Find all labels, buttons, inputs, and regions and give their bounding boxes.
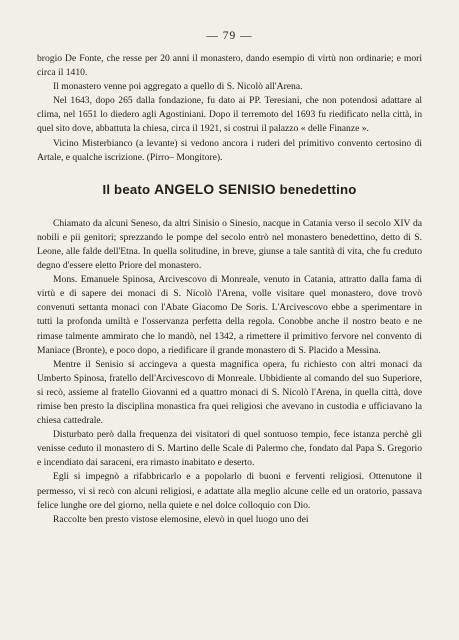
section-heading bbox=[37, 182, 422, 197]
paragraph-san-martino: Disturbato però dalla frequenza dei visitatori di quel sontuoso tempio, fece istanza perchè gli venisse ceduto il monastero di S. Martino delle Scale di Palermo che, fondato dal Papa S. Gregorio e incendiato dai saraceni, era rimasto inabitato e deserto. bbox=[37, 429, 422, 469]
paragraph-intro-continued: brogio De Fonte, che resse per 20 anni il monastero, dando esempio di virtù non ordinarie; e morì circa il 1410. bbox=[37, 53, 422, 79]
heading-suffix: benedettino bbox=[275, 181, 357, 197]
page-number: — 79 — bbox=[206, 30, 253, 42]
paragraph-monreale: Mentre il Senisio si accingeva a questa magnifica opera, fu richiesto con altri monaci da Umberto Spinosa, fratello dell'Arcivescovo di Monreale. Ubbidiente al comando del suo Superiore, si recò, assieme al fratello Giovanni ed a quattro monaci di S. Nicolò l'Arena, in quella città, dove rimise ben presto la disciplina monastica fra quei religiosi che avevano in custodia e ufficiavano la chiesa cattedrale. bbox=[37, 358, 422, 427]
paragraph-rebuild: Egli si impegnò a rifabbricarlo e a popolarlo di buoni e ferventi religiosi. Ottenutone il permesso, vi si recò con alcuni religiosi, e adattate alla meglio alcune celle ed un oratorio, passava felice lunghe ore del giorno, nella quiete e nel dolce colloquio con Dio. bbox=[37, 471, 422, 511]
paragraph-origins: Chiamato da alcuni Seneso, da altri Sinisio o Sinesio, nacque in Catania verso il secolo XIV da nobili e pii genitori; sprezzando le pompe del secolo entrò nel monastero benedettino, detto di S. Leone, alle falde dell'Etna. In quella solitudine, in breve, giunse a tale santità di vita, che fu creduto degno d'essere eletto Priore del monastero. bbox=[37, 217, 422, 272]
heading-prefix: Il beato bbox=[102, 181, 155, 197]
paragraph-history: Nel 1643, dopo 265 dalla fondazione, fu dato ai PP. Teresiani, che non potendosi adattare al clima, nel 1651 lo diedero agli Agostiniani. Dopo il terremoto del 1693 fu riedificato nella città, in quel sito dove, abbattuta la chiesa, circa il 1921, si costruì il palazzo « delle Finanze ». bbox=[37, 95, 422, 135]
paragraph-aggregation: Il monastero venne poi aggregato a quello di S. Nicolò all'Arena. bbox=[53, 81, 303, 93]
paragraph-spinosa: Mons. Emanuele Spinosa, Arcivescovo di Monreale, venuto in Catania, attratto dalla fama di virtù e di sapere dei monaci di S. Nicolò l'Arena, volle visitare quel monastero, dove trovò convenuti settanta monaci con l'Abate Giacomo De Soris. L'Arcivescovo ebbe a sperimentare in tutti la profonda umiltà e l'osservanza perfetta della regola. Conobbe anche il nostro beato e ne rimase talmente ammirato che lo mandò, nel 1342, a rimettere il primitivo fervore nel convento di Maniace (Bronte), e poco dopo, a riedificare il grande monastero di S. Placido a Messina. bbox=[37, 274, 422, 356]
heading-name: ANGELO SENISIO bbox=[154, 181, 276, 197]
paragraph-ruins: Vicino Misterbianco (a levante) si vedono ancora i ruderi del primitivo convento certosino di Artale, e qualche iscrizione. (Pirro– Mongitore). bbox=[37, 137, 422, 163]
paragraph-alms: Raccolte ben presto vistose elemosine, elevò in quel luogo uno dei bbox=[53, 513, 309, 525]
